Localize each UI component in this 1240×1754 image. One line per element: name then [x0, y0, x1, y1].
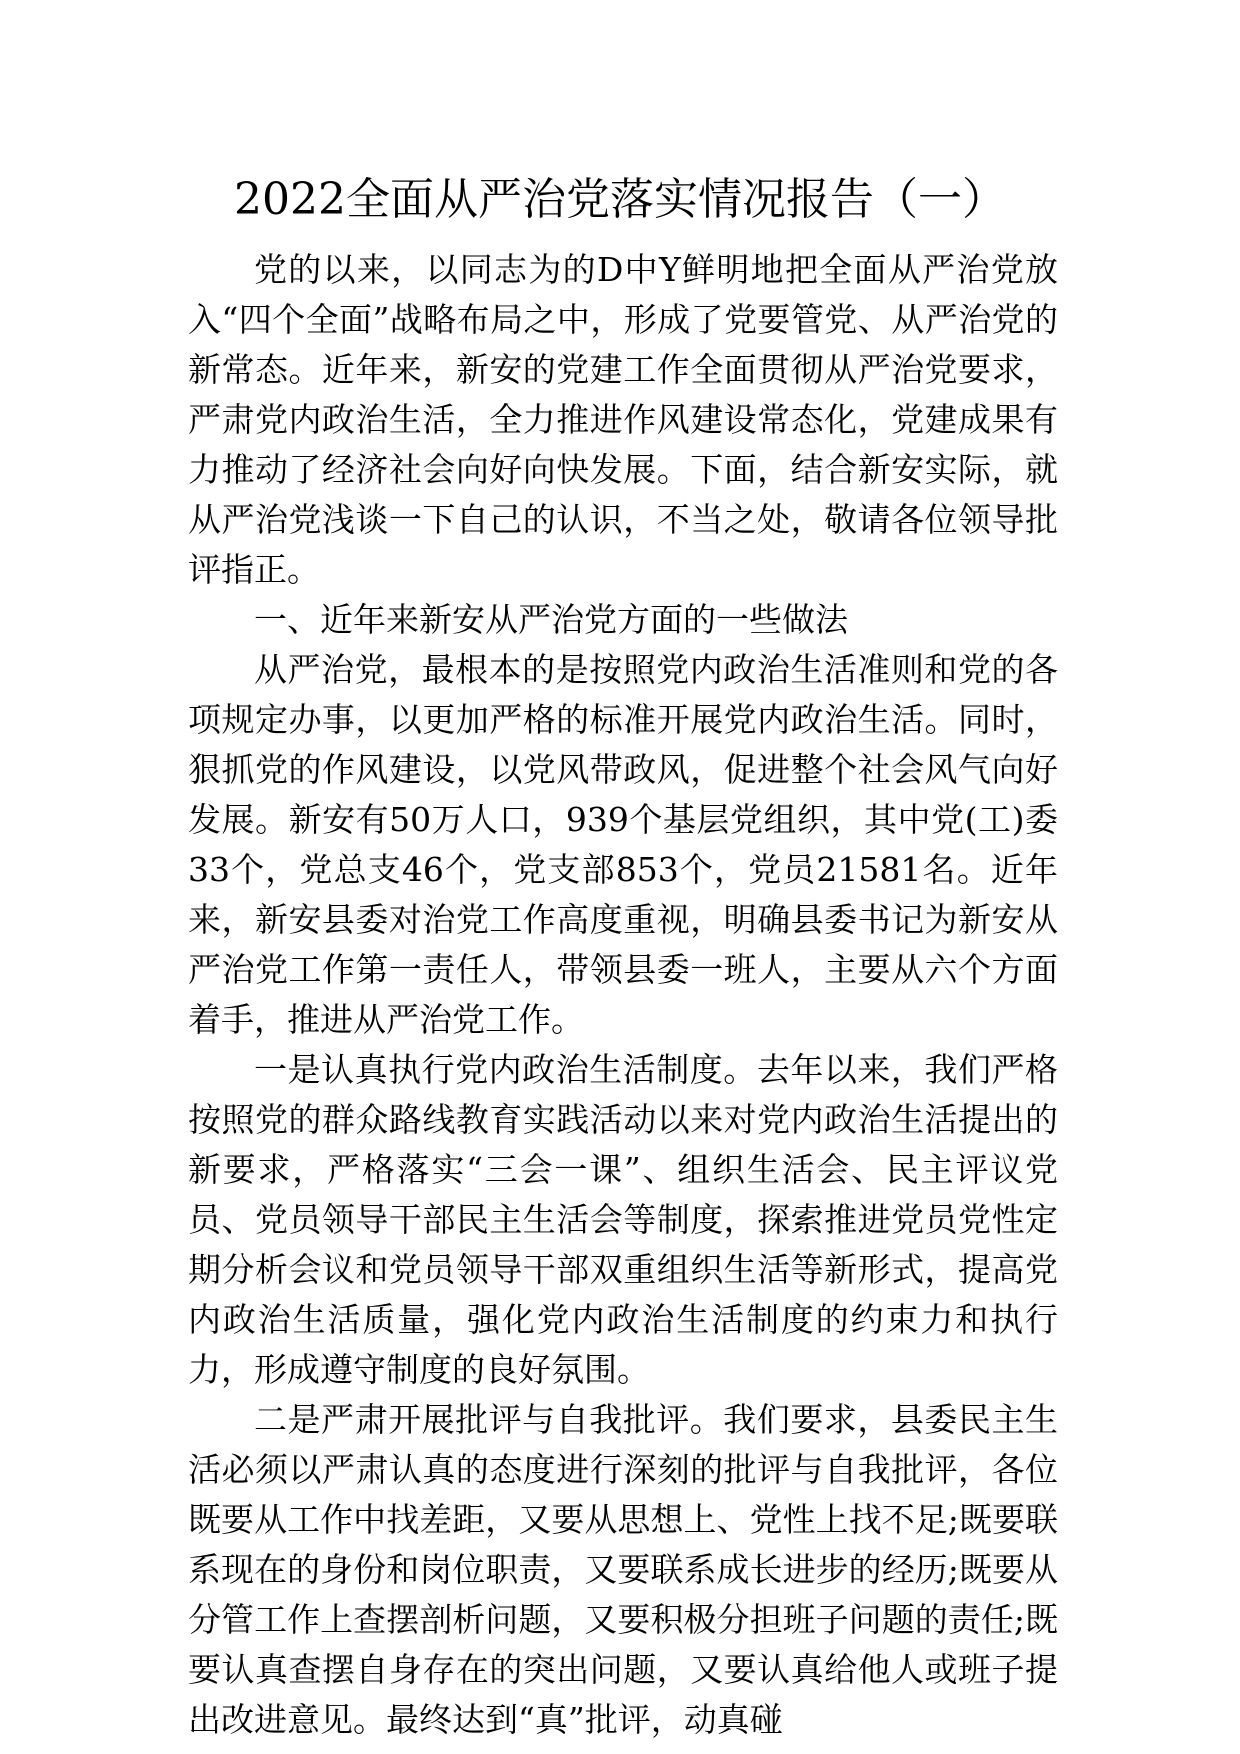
paragraph-intro: 党的以来，以同志为的D中Y鲜明地把全面从严治党放入“四个全面”战略布局之中，形成了党要管党、从严治党的新常态。近年来，新安的党建工作全面贯彻从严治党要求，严肃党内政治生活，全力推进作风建设常态化，党建成果有力推动了经济社会向好向快发展。下面，结合新安实际，就从严治党浅谈一下自己的认识，不当之处，敬请各位领导批评指正。 — [188, 250, 1058, 589]
paragraph-point-2: 二是严肃开展批评与自我批评。我们要求，县委民主生活必须以严肃认真的态度进行深刻的批评与自我批评，各位既要从工作中找差距，又要从思想上、党性上找不足;既要联系现在的身份和岗位职责，又要联系成长进步的经历;既要从分管工作上查摆剖析问题，又要积极分担班子问题的责任;既要认真查摆自身存在的突出问题，又要认真给他人或班子提出改进意见。最终达到“真”批评，动真碰 — [188, 1400, 1058, 1739]
section-heading-1: 一、近年来新安从严治党方面的一些做法 — [254, 600, 848, 639]
paragraph-point-1: 一是认真执行党内政治生活制度。去年以来，我们严格按照党的群众路线教育实践活动以来对党内政治生活提出的新要求，严格落实“三会一课”、组织生活会、民主评议党员、党员领导干部民主生活会等制度，探索推进党员党性定期分析会议和党员领导干部双重组织生活等新形式，提高党内政治生活质量，强化党内政治生活制度的约束力和执行力，形成遵守制度的良好氛围。 — [188, 1050, 1058, 1389]
paragraph-overview: 从严治党，最根本的是按照党内政治生活准则和党的各项规定办事，以更加严格的标准开展党内政治生活。同时，狠抓党的作风建设，以党风带政风，促进整个社会风气向好发展。新安有50万人口，939个基层党组织，其中党(工)委33个，党总支46个，党支部853个，党员21581名。近年来，新安县委对治党工作高度重视，明确县委书记为新安从严治党工作第一责任人，带领县委一班人，主要从六个方面着手，推进从严治党工作。 — [188, 650, 1058, 1039]
document-body — [188, 245, 1058, 1745]
document-title: 2022全面从严治党落实情况报告（一） — [234, 174, 1006, 225]
